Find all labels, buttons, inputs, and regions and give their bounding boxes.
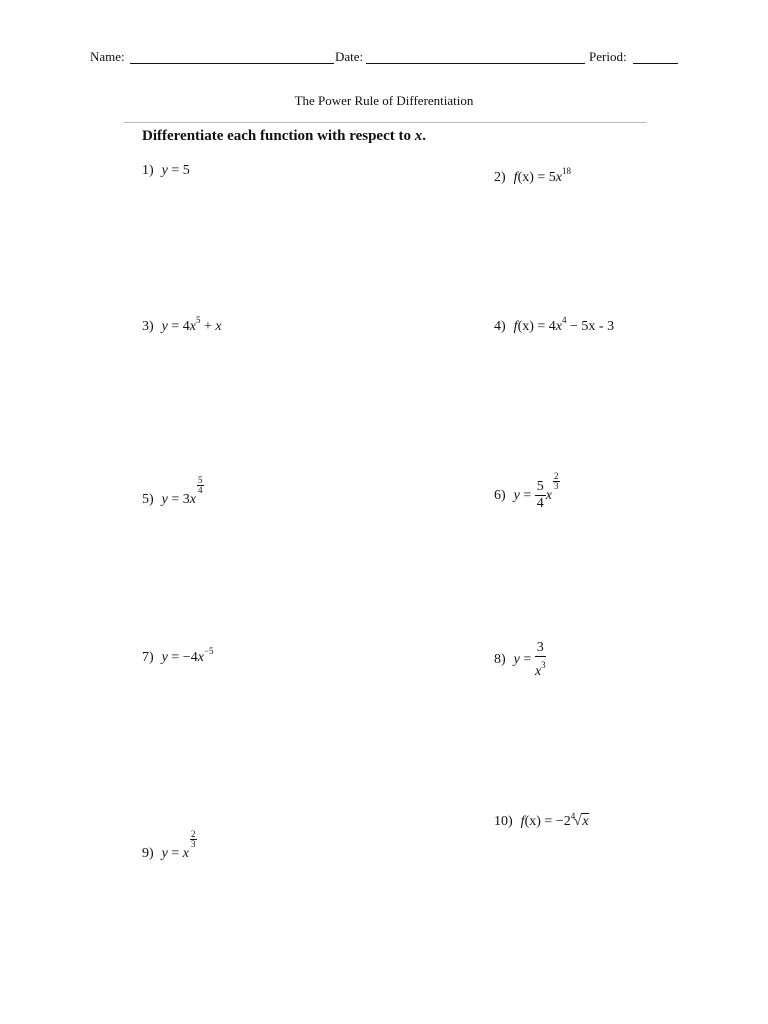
coefficient-fraction: $\frac{5}{4}$: [536, 479, 544, 512]
name-field[interactable]: [130, 63, 334, 64]
name-label: Name:: [90, 49, 125, 64]
student-info-header: [90, 48, 680, 66]
instructions: Differentiate each function with respect to x.: [142, 128, 426, 144]
problem-5: 5) y = 3x $\frac{5}{4}$: [142, 475, 203, 507]
radical-sign-icon: √: [573, 814, 582, 829]
problem-4: 4) $f(x) = 4x^4 - 5x - 3$: [494, 315, 615, 334]
title-divider: [124, 122, 646, 123]
fourth-root: 4 √x: [570, 811, 589, 829]
problem-7: 7) $y = -4x^{-5}$: [142, 646, 214, 665]
fraction-exponent: $\frac{2}{3}$: [554, 471, 559, 491]
problem-3: 3) $y = 4x^5 + x$: [142, 315, 222, 334]
period-label: Period:: [589, 49, 627, 64]
worksheet-title: The Power Rule of Differentiation: [294, 93, 474, 108]
date-label: Date:: [335, 49, 364, 64]
quotient-fraction: $\frac{3}{x^3}$: [534, 640, 546, 679]
date-field[interactable]: [366, 63, 585, 64]
problem-2: 2) $f(x) = 5x^{18}$: [494, 166, 572, 185]
period-field[interactable]: [633, 63, 678, 64]
problem-8: 8) y = $\frac{3}{x^3}$: [494, 640, 546, 679]
problem-9: 9) y = x $\frac{2}{3}$: [142, 829, 196, 861]
fraction-exponent: $\frac{5}{4}$: [198, 475, 203, 495]
problem-1: 1) y = 5: [142, 163, 190, 178]
fraction-exponent: $\frac{2}{3}$: [191, 829, 196, 849]
problem-10: 10) f(x) = −2 4 √x: [494, 812, 589, 832]
problem-6: 6) y = $\frac{5}{4}$ x $\frac{2}{3}$: [494, 471, 559, 512]
